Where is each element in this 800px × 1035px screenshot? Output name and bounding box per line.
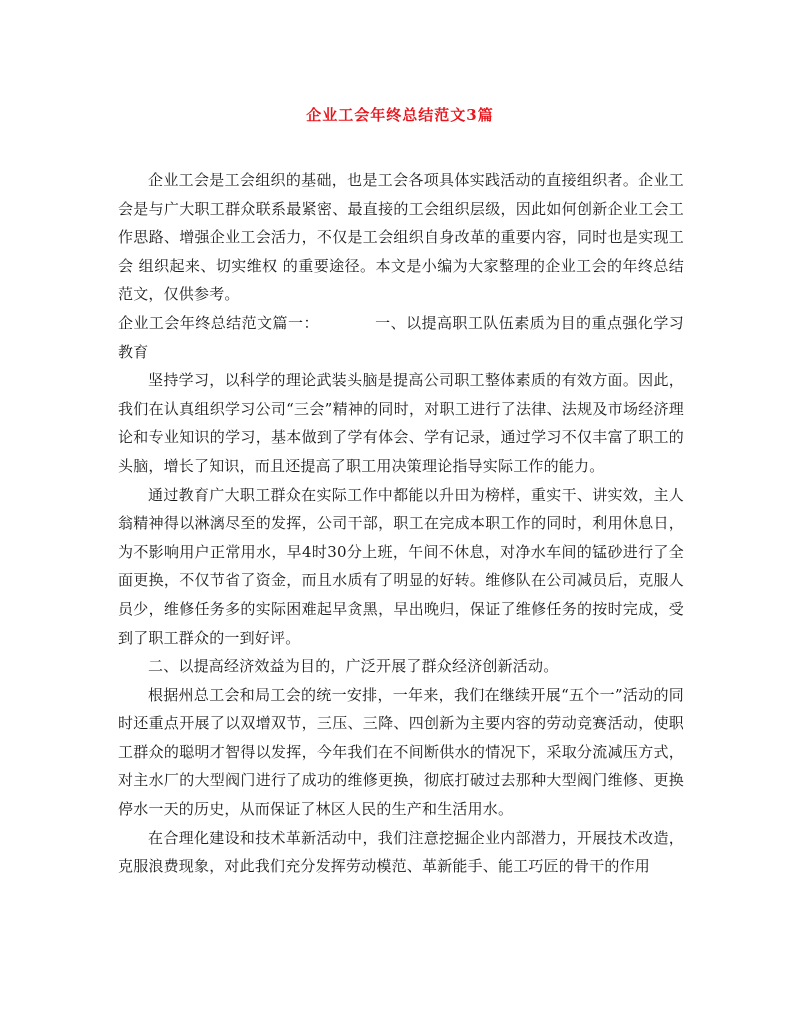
section-one-label: 企业工会年终总结范文篇一： [118,313,319,332]
intro-paragraph: 企业工会是工会组织的基础，也是工会各项具体实践活动的直接组织者。企业工会是与广大职工群众联系最紧密、最直接的工会组织层级，因此如何创新企业工会工作思路、增强企业工会活力，不仅是工会组织自身改革的重要内容，同时也是实现工会 组织起来、切实维权 的重要途径。本文是小编为大家整理的企业工会的年终总结范文，仅供参考。 [118,171,684,304]
section-one-heading-line [118,309,684,366]
section-two-heading: 二、以提高经济效益为目的，广泛开展了群众经济创新活动。 [148,657,559,676]
study-paragraph: 坚持学习，以科学的理论武装头脑是提高公司职工整体素质的有效方面。因此，我们在认真组织学习公司“三会”精神的同时，对职工进行了法律、法规及市场经济理论和专业知识的学习，基本做到了学有体会、学有记录，通过学习不仅丰富了职工的头脑，增长了知识，而且还提高了职工用决策理论指导实际工作的能力。 [118,371,684,475]
document-body [118,166,684,881]
section-one-heading: 一、以提高职工队伍素质为目的重点强化学习教育 [118,313,684,361]
document-title: 企业工会年终总结范文3篇 [306,106,494,124]
education-paragraph: 通过教育广大职工群众在实际工作中都能以升田为榜样，重实干、讲实效，主人翁精神得以淋漓尽至的发挥，公司干部，职工在完成本职工作的同时，利用休息日，为不影响用户正常用水，早4时30分上班，午间不休息，对净水车间的锰砂进行了全面更换，不仅节省了资金，而且水质有了明显的好转。维修队在公司减员后，克服人员少，维修任务多的实际困难起早贪黑，早出晚归，保证了维修任务的按时完成，受到了职工群众的一到好评。 [118,485,684,647]
competition-paragraph: 根据州总工会和局工会的统一安排，一年来，我们在继续开展“五个一”活动的同时还重点开展了以双增双节，三压、三降、四创新为主要内容的劳动竞赛活动，使职工群众的聪明才智得以发挥，今年我们在不间断供水的情况下，采取分流减压方式，对主水厂的大型阀门进行了成功的维修更换，彻底打破过去那种大型阀门维修、更换停水一天的历史，从而保证了林区人民的生产和生活用水。 [118,685,684,819]
innovation-paragraph: 在合理化建设和技术革新活动中，我们注意挖掘企业内部潜力，开展技术改造，克服浪费现象，对此我们充分发挥劳动模范、革新能手、能工巧匠的骨干的作用 [118,828,684,876]
